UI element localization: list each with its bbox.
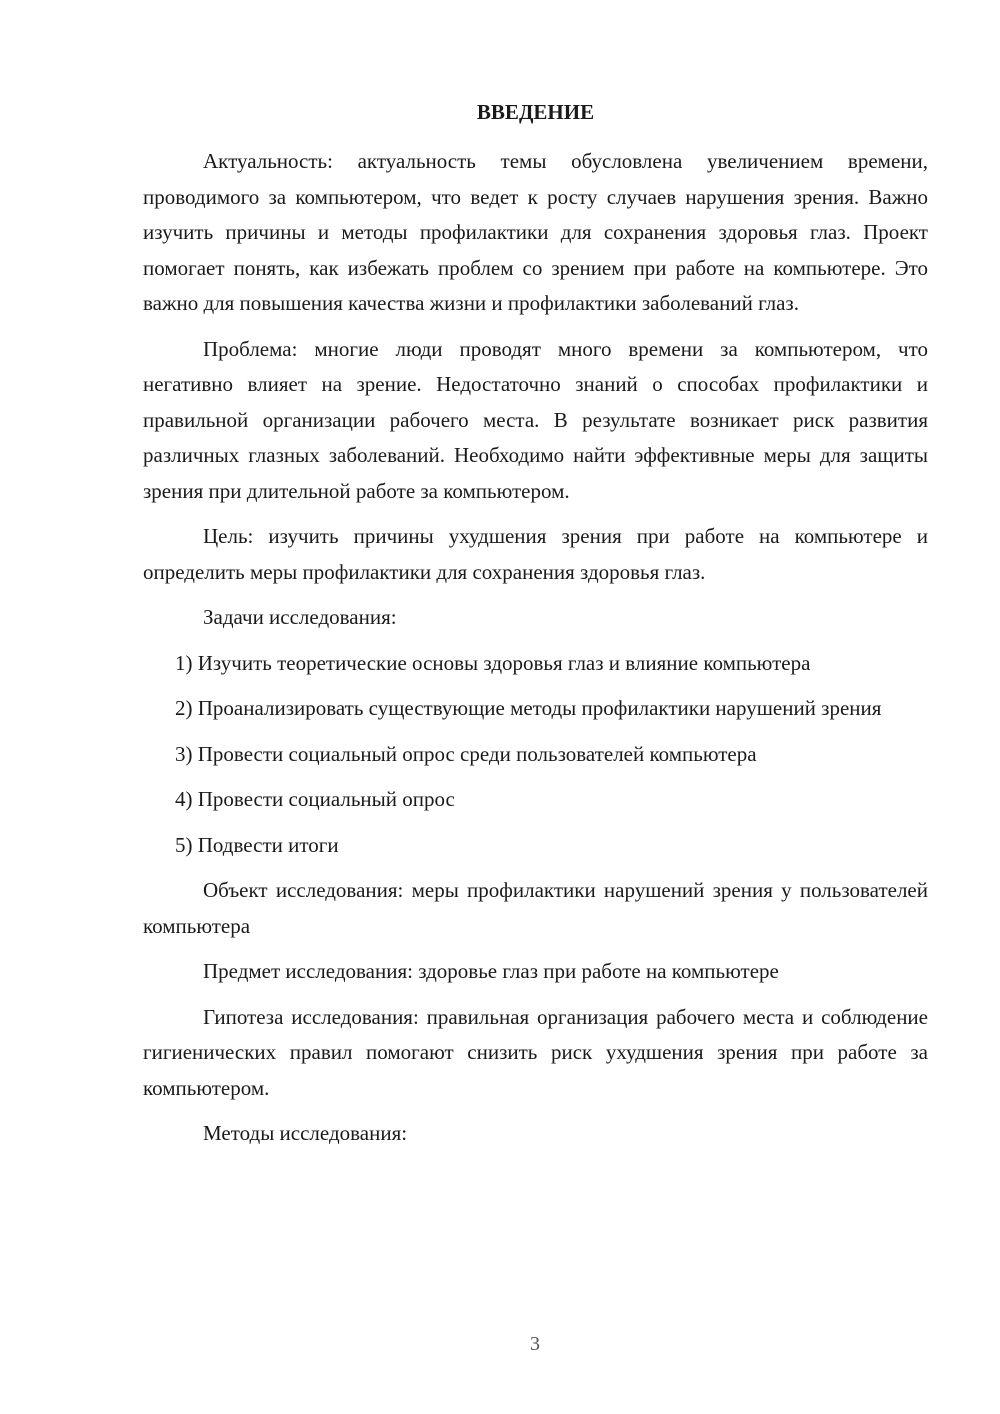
object-paragraph: Объект исследования: меры профилактики нарушений зрения у пользователей компьютера bbox=[143, 878, 928, 938]
tasks-heading: Задачи исследования: bbox=[203, 605, 397, 629]
relevance-paragraph: Актуальность: актуальность темы обусловлена увеличением времени, проводимого за компьютером, что ведет к росту случаев нарушения зрения. Важно изучить причины и методы профилактики для сохранения здоровья глаз. Проект помогает понять, как избежать проблем со зрением при работе на компьютере. Это важно для повышения качества жизни и профилактики заболеваний глаз. bbox=[143, 149, 928, 315]
task-item-2: 2) Проанализировать существующие методы профилактики нарушений зрения bbox=[175, 696, 882, 720]
task-item-3: 3) Провести социальный опрос среди пользователей компьютера bbox=[175, 741, 757, 766]
task-item-1: 1) Изучить теоретические основы здоровья глаз и влияние компьютера bbox=[175, 650, 811, 675]
page-number: 3 bbox=[530, 1333, 540, 1355]
goal-paragraph: Цель: изучить причины ухудшения зрения при работе на компьютере и определить меры профилактики для сохранения здоровья глаз. bbox=[143, 524, 928, 584]
task-item-5: 5) Подвести итоги bbox=[175, 832, 339, 857]
task-item-4: 4) Провести социальный опрос bbox=[175, 787, 455, 811]
subject-paragraph: Предмет исследования: здоровье глаз при работе на компьютере bbox=[203, 959, 779, 983]
document-body bbox=[143, 144, 928, 1162]
hypothesis-paragraph: Гипотеза исследования: правильная организация рабочего места и соблюдение гигиенических правил помогают снизить риск ухудшения зрения при работе за компьютером. bbox=[143, 1004, 928, 1100]
page-title: ВВЕДЕНИЕ bbox=[476, 100, 595, 124]
methods-heading: Методы исследования: bbox=[203, 1121, 408, 1145]
problem-paragraph: Проблема: многие люди проводят много времени за компьютером, что негативно влияет на зрение. Недостаточно знаний о способах профилактики и правильной организации рабочего места. В результате возникает риск развития различных глазных заболеваний. Необходимо найти эффективные меры для защиты зрения при длительной работе за компьютером. bbox=[143, 336, 928, 503]
